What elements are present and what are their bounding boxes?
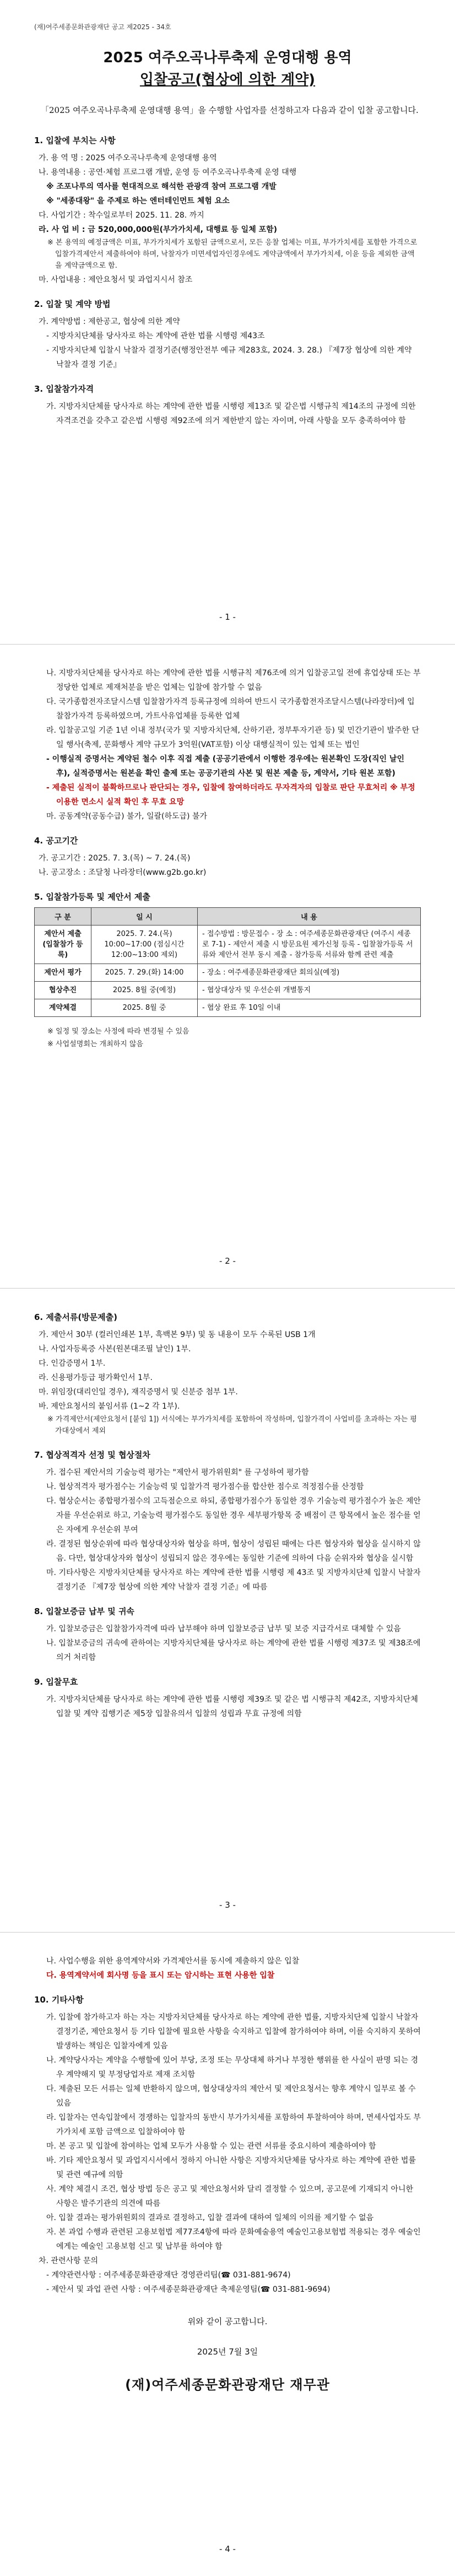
- section-3-title: 3. 입찰참가자격: [34, 384, 94, 394]
- document-title: 2025 여주오곡나루축제 운영대행 용역: [103, 50, 352, 66]
- sec3-line: - 제출된 실적이 불확하므로나 판단되는 경우, 입찰에 참여하더라도 무자격자의 입찰로 판단 무효처리 ※ 부정 이용한 면소시 실적 확인 후 무효 요망: [46, 783, 415, 807]
- page-divider: [0, 1932, 455, 1933]
- table-row: [35, 982, 421, 999]
- intro-paragraph: 「2025 여주오곡나루축제 운영대행 용역」을 수행할 사업자를 선정하고자 다음과 같이 입찰 공고합니다.: [41, 105, 419, 115]
- page-3: [0, 1288, 455, 1932]
- sec6-line: 가. 제안서 30부 (컬러인쇄본 1부, 흑백본 9부) 및 동 내용이 모두 수록된 USB 1개: [39, 1330, 316, 1339]
- sec4-line: 가. 공고기간 : 2025. 7. 3.(목) ~ 7. 24.(목): [39, 854, 191, 863]
- sec3-line: 가. 지방자치단체를 당사자로 하는 계약에 관한 법률 시행령 제13조 및 같은법 시행규칙 제14조의 규정에 의한 자격조건을 갖추고 같은법 시행령 제92조에 의거 제한받지 않는 자이며, 아래 사항을 모두 충족하여야 함: [46, 402, 416, 425]
- signature-org: (재)여주세종문화관광재단 재무관: [125, 2377, 330, 2393]
- sec2-line: - 지방자치단체 입찰시 낙찰자 결정기준(행정안전부 예규 제283호, 2024. 3. 28.) 『제7장 협상에 의한 계약 낙찰자 결정 기준』: [46, 346, 412, 369]
- sec1-line: ※ "세종대왕" 을 주제로 하는 엔터테인먼트 체험 요소: [46, 197, 230, 205]
- sec2-line: 가. 계약방법 : 제한공고, 협상에 의한 계약: [39, 317, 180, 326]
- sec4-line: 나. 공고장소 : 조달청 나라장터(www.g2b.go.kr): [39, 868, 207, 877]
- notice-date: 2025년 7월 3일: [197, 2347, 258, 2357]
- closing-statement: 위와 같이 공고합니다.: [187, 2317, 268, 2326]
- table-cell: 제안서 제출 (입찰참가 등록): [35, 926, 91, 964]
- section-1-title: 1. 입찰에 부치는 사항: [34, 136, 116, 145]
- sec10-line: 자. 본 과업 수행과 관련된 고용보험법 제77조4항에 따라 문화예술용역 예술인고용보험법 적용되는 경우 예술인에게는 예술인 고용보험 신고 및 납부를 하여야 함: [46, 2228, 421, 2251]
- sec3-line: 마. 공동계약(공동수급) 불가, 일괄(하도급) 불가: [46, 812, 207, 821]
- page-1: [0, 0, 455, 644]
- sec8-line: 가. 입찰보증금은 입찰참가자격에 따라 납부해야 하며 입찰보증금 납부 및 보증 지급각서로 대체할 수 있음: [46, 1625, 401, 1633]
- sec10-line: 나. 계약당사자는 계약을 수행할에 있어 부당, 조정 또는 무상대체 하거나 부정한 행위를 한 사실이 판명 되는 경우 계약해지 및 부정당업자로 제재 조치함: [46, 2056, 419, 2079]
- document-subtitle: 입찰공고(협상에 의한 계약): [139, 72, 316, 88]
- sec1-note: ※ 본 용역의 예정금액은 미표, 부가가치세가 포함된 금액으로서, 모든 응찰 업체는 미표, 부가가치세를 포함한 가격으로 입찰가격제안서 제출하여야 하며, 낙찰자가 미면세업자인경우에도 계약금액에서 부가가치세, 이윤 등을 제외한 금액을 계약금액으로 함.: [47, 239, 418, 270]
- page-number: - 4 -: [219, 2544, 236, 2554]
- section-7-title: 7. 협상적격자 선정 및 협상절차: [34, 1450, 150, 1460]
- sec6-line: 다. 인감증명서 1부.: [39, 1359, 106, 1368]
- table-cell: - 협상 완료 후 10일 이내: [198, 999, 421, 1017]
- notice-reference: (재)여주세종문화관광재단 공고 제2025 - 34호: [34, 23, 171, 31]
- sec5-note: ※ 사업설명회는 개최하지 않음: [47, 1040, 143, 1048]
- sec7-line: 라. 결정된 협상순위에 따라 협상대상자와 협상을 하며, 협상이 성립된 때에는 다른 협상자와 협상을 실시하지 않음. 다만, 협상대상자와 협상이 성립되지 않은 경우에는 동일한 기준에 의하여 다음 순위자와 협상을 실시함: [46, 1540, 421, 1563]
- sec10-line: 라. 입찰자는 연속입찰에서 경쟁하는 입찰자의 동반시 부가가치세를 포함하여 투찰하여야 하며, 면세사업자도 부가가치세 포함 금액으로 입찰하여야 함: [46, 2113, 421, 2136]
- sec1-line: 나. 용역내용 : 공연·체험 프로그램 개발, 운영 등 여주오곡나루축제 운영 대행: [39, 168, 297, 177]
- page-number: - 2 -: [219, 1256, 236, 1266]
- sec9-line: 가. 지방자치단체를 당사자로 하는 계약에 관한 법률 시행령 제39조 및 같은 법 시행규칙 제42조, 지방자치단체 입찰 및 계약 집행기준 제5장 입찰유의서 입찰의 성립과 무효 규정에 의함: [46, 1695, 418, 1718]
- sec1-line: 라. 사 업 비 : 금 520,000,000원(부가가치세, 대행료 등 일체 포함): [39, 225, 278, 234]
- schedule-table: [34, 907, 421, 1017]
- sec2-line: - 지방자치단체를 당사자로 하는 계약에 관한 법률 시행령 제43조: [46, 332, 265, 340]
- table-cell: - 협상대상자 및 우선순위 개별통지: [198, 982, 421, 999]
- section-6-title: 6. 제출서류(방문제출): [34, 1312, 117, 1322]
- table-cell: 협상추진: [35, 982, 91, 999]
- table-row: [35, 926, 421, 964]
- sec7-line: 나. 협상적격자 평가점수는 기술능력 및 입찰가격 평가점수를 합산한 점수로 적정점수를 산정함: [46, 1482, 364, 1491]
- sec7-line: 다. 협상순서는 종합평가점수의 고득점순으로 하되, 종합평가점수가 동일한 경우 기술능력 평가점수가 높은 제안자를 우선순위로 하고, 기술능력 평가점수도 동일한 경우 세부평가항목 중 배점이 큰 항목에서 높은 점수를 얻은 자에게 우선순위 부여: [46, 1497, 421, 1534]
- sec1-line: 다. 사업기간 : 착수일로부터 2025. 11. 28. 까지: [39, 211, 204, 220]
- section-8-title: 8. 입찰보증금 납부 및 귀속: [34, 1606, 134, 1616]
- page-number: - 3 -: [219, 1900, 236, 1910]
- sec1-note: 마. 사업내용 : 제안요청서 및 과업지시서 참조: [39, 275, 193, 284]
- contact-line: - 계약관련사항 : 여주세종문화관광재단 경영관리팀(☎ 031-881-9674): [46, 2271, 291, 2280]
- sec5-note: ※ 일정 및 장소는 사정에 따라 변경될 수 있음: [47, 1027, 189, 1036]
- table-cell: 계약체결: [35, 999, 91, 1017]
- sec10-line: 가. 입찰에 참가하고자 하는 자는 지방자치단체를 당사자로 하는 계약에 관한 법률, 지방자치단체 입찰시 낙찰자 결정기준, 제안요청서 등 기타 입찰에 필요한 사항을 숙지하고 입찰에 참가하여야 하며, 이를 숙지하지 못하여 발생하는 책임은 입찰자에게 있음: [46, 2013, 421, 2050]
- sec9-line: 다. 용역계약서에 회사명 등을 표시 또는 암시하는 표현 사용한 입찰: [46, 1971, 275, 1980]
- sec6-note: ※ 가격제안서(제안요청서 [붙임 1]) 서식에는 부가가치세를 포함하여 작성하며, 입찰가격이 사업비를 초과하는 자는 평가대상에서 제외: [47, 1415, 417, 1435]
- table-row: [35, 999, 421, 1017]
- table-cell: 2025. 7. 29.(화) 14:00: [91, 964, 198, 982]
- sec3-line: 나. 지방자치단체를 당사자로 하는 계약에 관한 법률 시행규칙 제76조에 의거 입찰공고일 전에 휴업상태 또는 부정당한 업체로 제재처분을 받은 업체는 입찰에 참가할 수 없음: [46, 669, 421, 692]
- page-4: [0, 1932, 455, 2576]
- page-2: [0, 644, 455, 1288]
- sec10-line: 차. 관련사항 문의: [39, 2256, 99, 2265]
- sec7-line: 가. 접수된 제안서의 기술능력 평가는 "제안서 평가위원회" 를 구성하여 평가함: [46, 1468, 309, 1477]
- section-10-title: 10. 기타사항: [34, 1995, 84, 2005]
- table-cell: - 접수방법 : 방문접수 - 장 소 : 여주세종문화관광재단 (여주시 세종로 7-1) - 제안서 제출 시 방문요원 제가신청 등록 - 입찰참가등록 서류와 제안서 전부 동시 제출 - 참가등록 서류와 함께 관련 제출: [198, 926, 421, 964]
- section-4-title: 4. 공고기간: [34, 836, 78, 846]
- sec3-line: - 이행실적 증명서는 계약된 철수 이후 직접 제출 (공공기관에서 이행한 경우에는 원본확인 도장(직인 날인 후), 실적증명서는 원본을 확인 출제 또는 공공기관의 사본 및 원본 제출 등, 계약서, 기타 원본 포함): [46, 755, 404, 778]
- sec10-line: 다. 제출된 모든 서류는 일체 반환하지 않으며, 협상대상자의 제안서 및 제안요청서는 향후 계약시 일부로 볼 수 있음: [46, 2085, 416, 2108]
- sec1-line: ※ 조포나루의 역사를 현대적으로 해석한 관광객 참여 프로그램 개발: [46, 182, 277, 191]
- table-cell: - 장소 : 여주세종문화관광재단 회의실(예정): [198, 964, 421, 982]
- table-header: 일 시: [91, 908, 198, 926]
- sec1-line: 가. 용 역 명 : 2025 여주오곡나루축제 운영대행 용역: [39, 154, 217, 163]
- page-divider: [0, 644, 455, 645]
- sec7-line: 마. 기타사항은 지방자치단체를 당사자로 하는 계약에 관한 법률 시행령 제 43조 및 지방자치단체 입찰시 낙찰자 결정기준 『제7장 협상에 의한 계약 낙찰자 결정 기준』에 따름: [46, 1568, 421, 1592]
- sec3-line: 라. 입찰공고일 기준 1년 이내 정부(국가 및 지방자치단체, 산하기관, 정부투자기관 등) 및 민간기관이 발주한 단일 행사(축제, 문화행사 계약 규모가 3억원(VAT포함) 이상 대행실적이 있는 업체 또는 법인: [46, 726, 420, 749]
- section-2-title: 2. 입찰 및 계약 방법: [34, 299, 111, 309]
- contact-line: - 제안서 및 과업 관련 사항 : 여주세종문화관광재단 축제운영팀(☎ 031-881-9694): [46, 2285, 331, 2294]
- sec9-line: 나. 사업수행을 위한 용역계약서와 가격제안서를 동시에 제출하지 않은 입찰: [46, 1957, 300, 1966]
- table-cell: 제안서 평가: [35, 964, 91, 982]
- table-header: 내 용: [198, 908, 421, 926]
- sec6-line: 라. 신용평가등급 평가확인서 1부.: [39, 1373, 153, 1382]
- sec6-line: 바. 제안요청서의 붙임서류 (1~2 각 1부).: [39, 1402, 180, 1411]
- sec6-line: 나. 사업자등록증 사본(원본대조필 날인) 1부.: [39, 1345, 191, 1354]
- table-row: [35, 964, 421, 982]
- table-cell: 2025. 8월 중(예정): [91, 982, 198, 999]
- table-cell: 2025. 8월 중: [91, 999, 198, 1017]
- section-9-title: 9. 입찰무효: [34, 1677, 78, 1687]
- table-header: 구 분: [35, 908, 91, 926]
- sec10-line: 아. 입찰 결과는 평가위원회의 결과로 결정하고, 입찰 결과에 대하여 일체의 이의를 제기할 수 없음: [46, 2214, 374, 2222]
- sec10-line: 사. 계약 체결시 조건, 협상 방법 등은 공고 및 제안요청서와 달리 결정할 수 있으며, 공고문에 기재되지 아니한 사항은 발주기관의 의견에 따름: [46, 2185, 414, 2208]
- sec10-line: 바. 기타 제안요청서 및 과업지시서에서 정하지 아니한 사항은 지방자치단체를 당사자로 하는 계약에 관한 법률 및 관련 예규에 의함: [46, 2156, 416, 2179]
- sec6-line: 마. 위임장(대리인일 경우), 재직증명서 및 신분증 첨부 1부.: [39, 1388, 238, 1397]
- sec10-line: 마. 본 공고 및 입찰에 참여하는 업체 모두가 사용할 수 있는 관련 서류를 중요시하여 제출하여야 함: [46, 2142, 376, 2151]
- table-cell: 2025. 7. 24.(목) 10:00~17:00 (점심시간 12:00~13:00 제외): [91, 926, 198, 964]
- section-5-title: 5. 입찰참가등록 및 제안서 제출: [34, 892, 150, 902]
- page-number: - 1 -: [219, 612, 236, 622]
- sec3-line: 다. 국가종합전자조달시스템 입찰참가자격 등록규정에 의하여 반드시 국가종합전자조달시스템(나라장터)에 입찰참가자격 등록하였으며, 가트사유업체를 등록한 업체: [46, 697, 415, 721]
- sec8-line: 나. 입찰보증금의 귀속에 관하여는 지방자치단체를 당사자로 하는 계약에 관한 법률 시행령 제37조 및 제38조에 의거 처리함: [46, 1639, 421, 1662]
- page-divider: [0, 1288, 455, 1289]
